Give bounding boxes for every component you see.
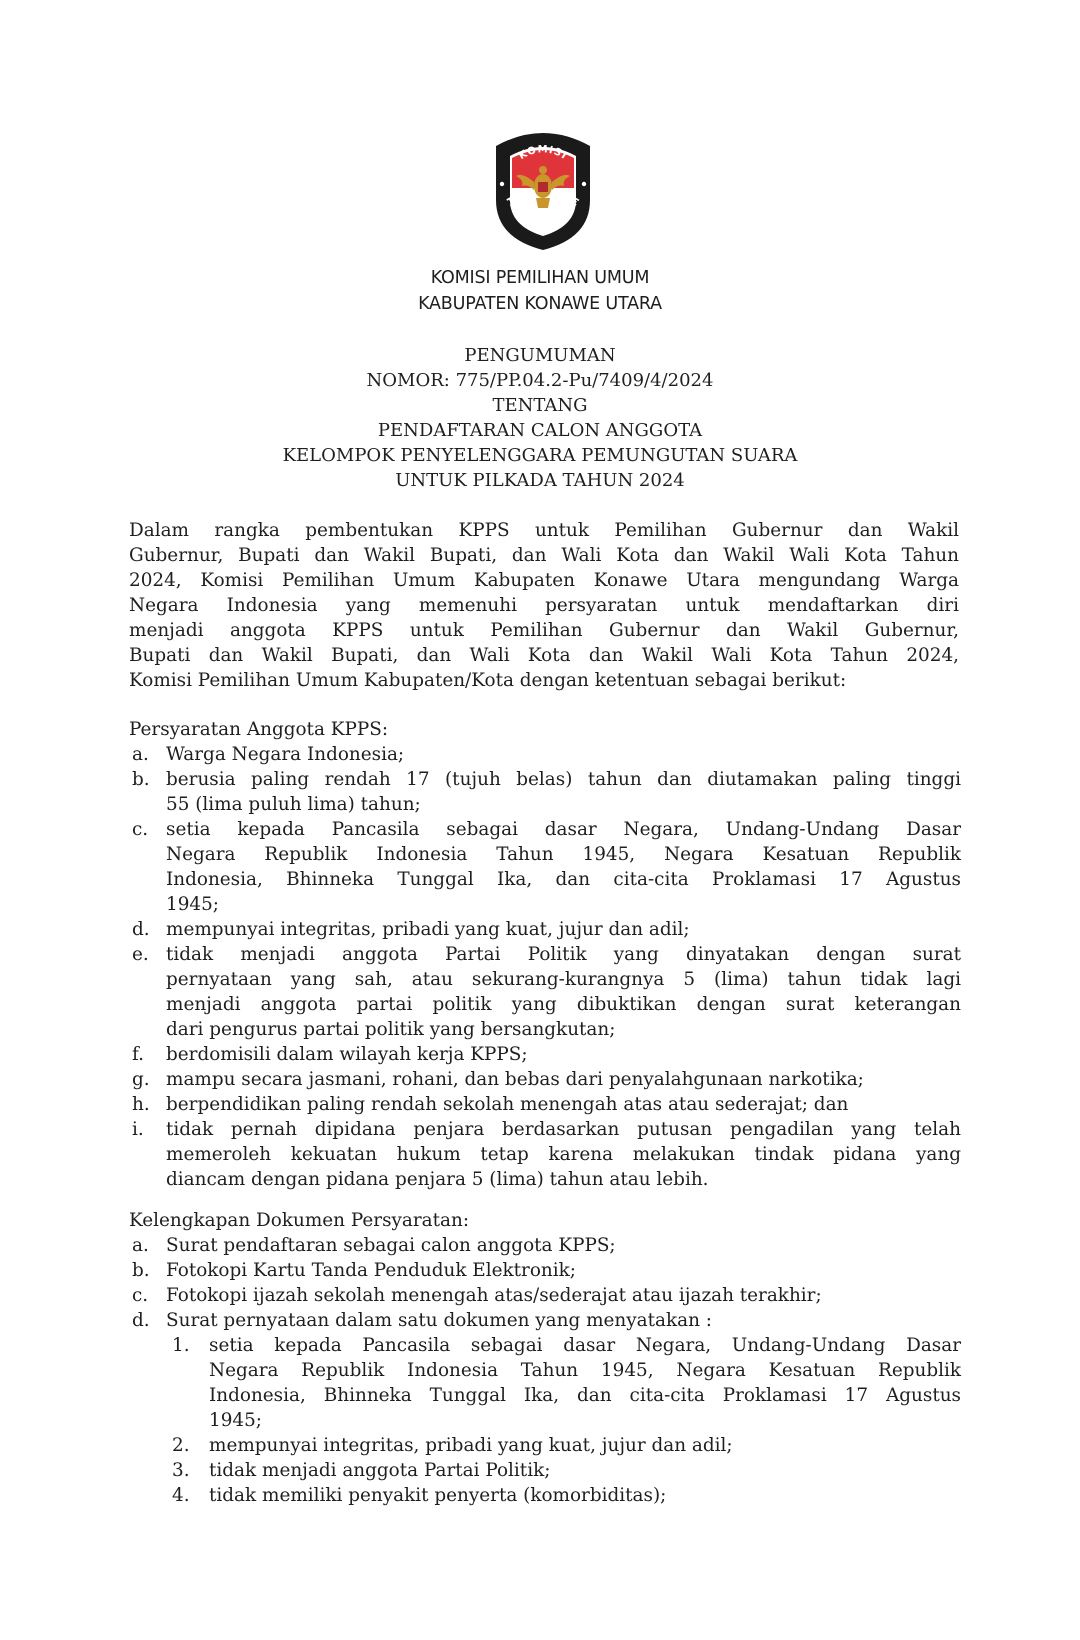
list-item-line: mampu secara jasmani, rohani, dan bebas dari penyalahgunaan narkotika; — [166, 1069, 864, 1090]
list-item-text — [166, 1042, 961, 1067]
paragraph-line: Negara Indonesia yang memenuhi persyaratan untuk mendaftarkan diri — [129, 595, 959, 616]
list-item — [129, 767, 961, 817]
list-item-text — [166, 917, 961, 942]
list-item-text — [166, 1067, 961, 1092]
list-item — [129, 1233, 961, 1258]
list-item-text — [166, 1117, 961, 1192]
list-item-text — [166, 742, 961, 767]
list-item-line: berdomisili dalam wilayah kerja KPPS; — [166, 1044, 528, 1065]
heading-line: PENGUMUMAN — [464, 345, 616, 366]
list-item-line: Indonesia, Bhinneka Tunggal Ika, dan cita-cita Proklamasi 17 Agustus — [209, 1385, 961, 1406]
list-item — [129, 1333, 961, 1433]
list-item-line: pernyataan yang sah, atau sekurang-kurangnya 5 (lima) tahun tidak lagi — [166, 969, 961, 990]
list-item-line: Fotokopi ijazah sekolah menengah atas/sederajat atau ijazah terakhir; — [166, 1285, 822, 1306]
list-item-line: 1945; — [209, 1410, 262, 1431]
list-item — [129, 1458, 961, 1483]
list-item — [129, 1283, 961, 1308]
list-marker: 1. — [172, 1335, 190, 1356]
requirements-section — [129, 717, 961, 1192]
list-item-line: 55 (lima puluh lima) tahun; — [166, 794, 421, 815]
list-item — [129, 817, 961, 917]
heading-line: NOMOR: 775/PP.04.2-Pu/7409/4/2024 — [366, 370, 714, 391]
list-item-line: Indonesia, Bhinneka Tunggal Ika, dan cita-cita Proklamasi 17 Agustus — [166, 869, 961, 890]
list-item-line: Surat pendaftaran sebagai calon anggota KPPS; — [166, 1235, 616, 1256]
list-item — [129, 1042, 961, 1067]
list-item-line: mempunyai integritas, pribadi yang kuat, jujur dan adil; — [209, 1435, 733, 1456]
list-marker: b. — [132, 1260, 150, 1281]
list-item-line: dari pengurus partai politik yang bersangkutan; — [166, 1019, 616, 1040]
list-item — [129, 1483, 961, 1508]
documents-list — [129, 1233, 961, 1333]
list-item — [129, 1433, 961, 1458]
logo-ring-text-bottom: PEMILIHAN UMUM — [503, 195, 583, 227]
paragraph-line: Komisi Pemilihan Umum Kabupaten/Kota dengan ketentuan sebagai berikut: — [129, 670, 847, 691]
intro-paragraph — [129, 518, 959, 693]
list-marker: g. — [132, 1069, 150, 1090]
list-item — [129, 1067, 961, 1092]
list-item-line: berpendidikan paling rendah sekolah menengah atas atau sederajat; dan — [166, 1094, 849, 1115]
list-item-line: 1945; — [166, 894, 219, 915]
list-marker: 3. — [172, 1460, 190, 1481]
list-item — [129, 742, 961, 767]
list-item-line: tidak menjadi anggota Partai Politik yang dinyatakan dengan surat — [166, 944, 961, 965]
list-marker: e. — [132, 944, 149, 965]
list-item-text — [209, 1333, 961, 1433]
list-item-line: Negara Republik Indonesia Tahun 1945, Negara Kesatuan Republik — [209, 1360, 961, 1381]
section-title: Persyaratan Anggota KPPS: — [129, 719, 389, 740]
list-item-line: diancam dengan pidana penjara 5 (lima) tahun atau lebih. — [166, 1169, 709, 1190]
list-item-line: setia kepada Pancasila sebagai dasar Negara, Undang-Undang Dasar — [166, 819, 961, 840]
list-item-line: memeroleh kekuatan hukum tetap karena melakukan tindak pidana yang — [166, 1144, 961, 1165]
list-item — [129, 917, 961, 942]
list-item-text — [209, 1458, 961, 1483]
list-marker: i. — [132, 1119, 144, 1140]
section-title: Kelengkapan Dokumen Persyaratan: — [129, 1210, 470, 1231]
list-item-text — [166, 1233, 961, 1258]
heading-line: UNTUK PILKADA TAHUN 2024 — [395, 470, 685, 491]
list-marker: a. — [132, 1235, 149, 1256]
list-marker: h. — [132, 1094, 150, 1115]
list-item-text — [209, 1433, 961, 1458]
list-marker: f. — [132, 1044, 144, 1065]
list-item-text — [166, 767, 961, 817]
list-marker: 2. — [172, 1435, 190, 1456]
list-marker: 4. — [172, 1485, 190, 1506]
list-item — [129, 1308, 961, 1333]
documents-section — [129, 1208, 961, 1508]
list-item-text — [166, 1283, 961, 1308]
list-item-text — [166, 1092, 961, 1117]
list-item-line: Fotokopi Kartu Tanda Penduduk Elektronik; — [166, 1260, 576, 1281]
list-item-line: mempunyai integritas, pribadi yang kuat, jujur dan adil; — [166, 919, 690, 940]
list-item-line: berusia paling rendah 17 (tujuh belas) tahun dan diutamakan paling tinggi — [166, 769, 961, 790]
list-item-line: tidak memiliki penyakit penyerta (komorbiditas); — [209, 1485, 667, 1506]
list-item-line: Warga Negara Indonesia; — [166, 744, 405, 765]
paragraph-line: Bupati dan Wakil Bupati, dan Wali Kota dan Wakil Wali Kota Tahun 2024, — [129, 645, 959, 666]
list-item-line: tidak pernah dipidana penjara berdasarkan putusan pengadilan yang telah — [166, 1119, 961, 1140]
list-item-text — [166, 1308, 961, 1333]
statement-sublist — [129, 1333, 961, 1508]
org-name: KOMISI PEMILIHAN UMUM — [430, 268, 650, 288]
org-region: KABUPATEN KONAWE UTARA — [418, 294, 662, 314]
list-marker: c. — [132, 1285, 149, 1306]
list-item-text — [209, 1483, 961, 1508]
heading-line: TENTANG — [492, 395, 588, 416]
list-marker: c. — [132, 819, 149, 840]
list-item-line: Surat pernyataan dalam satu dokumen yang menyatakan : — [166, 1310, 712, 1331]
list-item-text — [166, 817, 961, 917]
list-item — [129, 1092, 961, 1117]
list-item-text — [166, 942, 961, 1042]
list-item-line: menjadi anggota partai politik yang dibuktikan dengan surat keterangan — [166, 994, 961, 1015]
list-item-text — [166, 1258, 961, 1283]
list-item — [129, 1258, 961, 1283]
paragraph-line: menjadi anggota KPPS untuk Pemilihan Gubernur dan Wakil Gubernur, — [129, 620, 959, 641]
requirements-list — [129, 742, 961, 1192]
list-item — [129, 1117, 961, 1192]
paragraph-line: Dalam rangka pembentukan KPPS untuk Pemilihan Gubernur dan Wakil — [129, 520, 959, 541]
list-item-line: setia kepada Pancasila sebagai dasar Negara, Undang-Undang Dasar — [209, 1335, 961, 1356]
list-marker: d. — [132, 1310, 150, 1331]
heading-line: KELOMPOK PENYELENGGARA PEMUNGUTAN SUARA — [282, 445, 798, 466]
paragraph-line: Gubernur, Bupati dan Wakil Bupati, dan Wali Kota dan Wakil Wali Kota Tahun — [129, 545, 959, 566]
paragraph-line: 2024, Komisi Pemilihan Umum Kabupaten Konawe Utara mengundang Warga — [129, 570, 959, 591]
list-marker: b. — [132, 769, 150, 790]
announcement-heading — [0, 343, 1080, 493]
list-item-line: tidak menjadi anggota Partai Politik; — [209, 1460, 551, 1481]
list-item — [129, 942, 961, 1042]
list-marker: d. — [132, 919, 150, 940]
heading-line: PENDAFTARAN CALON ANGGOTA — [377, 420, 703, 441]
list-marker: a. — [132, 744, 149, 765]
kpu-emblem-icon — [488, 126, 598, 252]
list-item-line: Negara Republik Indonesia Tahun 1945, Negara Kesatuan Republik — [166, 844, 961, 865]
logo-ring-text-top: KOMISI — [517, 144, 570, 163]
